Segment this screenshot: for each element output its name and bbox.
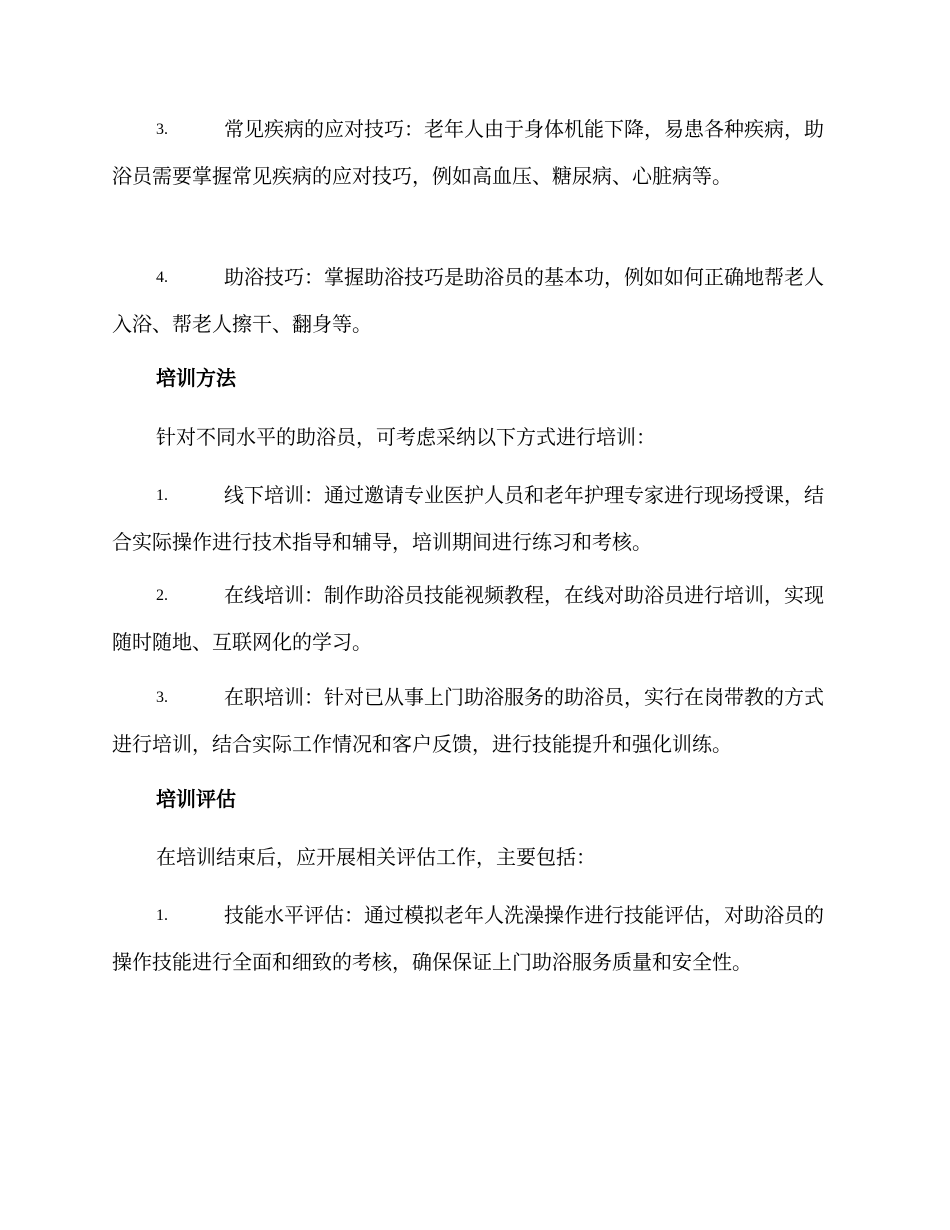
list-item-text: 在职培训：针对已从事上门助浴服务的助浴员，实行在岗带教的方式进行培训，结合实际工作情况和客户反馈，进行技能提升和强化训练。 — [112, 685, 824, 756]
list-item-text: 线下培训：通过邀请专业医护人员和老年护理专家进行现场授课，结合实际操作进行技术指导和辅导，培训期间进行练习和考核。 — [112, 483, 824, 554]
list-item-offline-training — [112, 472, 836, 566]
training-evaluation-intro: 在培训结束后，应开展相关评估工作，主要包括： — [156, 845, 596, 869]
list-item-on-job-training — [112, 674, 836, 768]
list-item-text: 技能水平评估：通过模拟老年人洗澡操作进行技能评估，对助浴员的操作技能进行全面和细致的考核，确保保证上门助浴服务质量和安全性。 — [112, 903, 824, 974]
section-heading-training-evaluation: 培训评估 — [156, 787, 236, 811]
list-number: 4. — [156, 269, 168, 286]
training-methods-intro: 针对不同水平的助浴员，可考虑采纳以下方式进行培训： — [156, 425, 656, 449]
list-item-common-diseases — [112, 106, 836, 200]
list-item-text: 在线培训：制作助浴员技能视频教程，在线对助浴员进行培训，实现随时随地、互联网化的学习。 — [112, 583, 824, 654]
list-number: 3. — [156, 121, 168, 138]
list-number: 1. — [156, 487, 168, 504]
list-item-skill-evaluation — [112, 892, 836, 986]
section-heading-training-methods: 培训方法 — [156, 366, 236, 390]
list-item-online-training — [112, 572, 836, 666]
list-number: 1. — [156, 907, 168, 924]
list-item-text: 常见疾病的应对技巧：老年人由于身体机能下降，易患各种疾病，助浴员需要掌握常见疾病的应对技巧，例如高血压、糖尿病、心脏病等。 — [112, 117, 824, 188]
list-number: 3. — [156, 689, 168, 706]
list-item-bathing-skills — [112, 254, 836, 348]
list-item-text: 助浴技巧：掌握助浴技巧是助浴员的基本功，例如如何正确地帮老人入浴、帮老人擦干、翻身等。 — [112, 265, 824, 336]
list-number: 2. — [156, 587, 168, 604]
